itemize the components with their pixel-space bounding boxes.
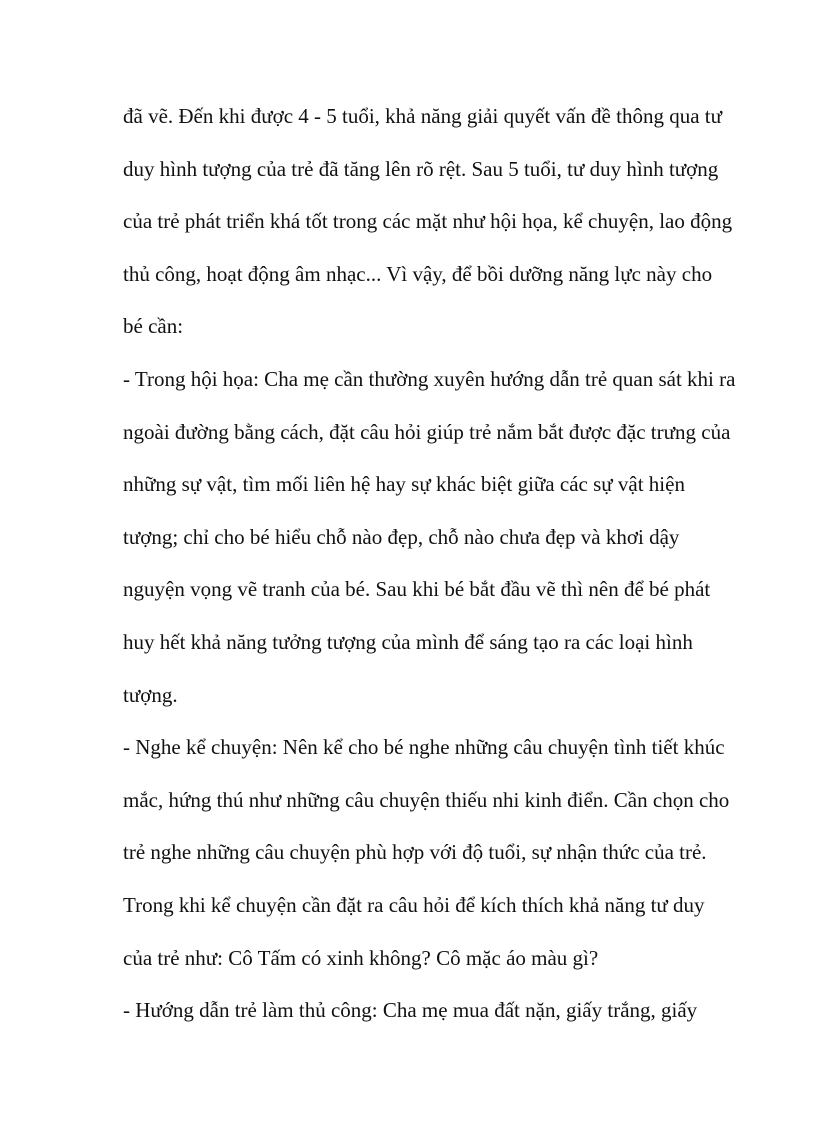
text-line: - Nghe kể chuyện: Nên kể cho bé nghe những câu chuyện tình tiết khúc	[123, 735, 725, 760]
text-line: trẻ nghe những câu chuyện phù hợp với độ tuổi, sự nhận thức của trẻ.	[123, 840, 707, 865]
body-text	[123, 98, 736, 1045]
text-line: thủ công, hoạt động âm nhạc... Vì vậy, để bồi dưỡng năng lực này cho	[123, 261, 713, 286]
text-line: của trẻ như: Cô Tấm có xinh không? Cô mặc áo màu gì?	[123, 945, 599, 970]
text-line: bé cần:	[123, 314, 184, 339]
text-line: những sự vật, tìm mối liên hệ hay sự khác biệt giữa các sự vật hiện	[123, 472, 685, 497]
text-line: - Trong hội họa: Cha mẹ cần thường xuyên hướng dẫn trẻ quan sát khi ra	[123, 366, 736, 391]
text-line: duy hình tượng của trẻ đã tăng lên rõ rệt. Sau 5 tuổi, tư duy hình tượng	[123, 156, 719, 181]
text-line: huy hết khả năng tưởng tượng của mình để sáng tạo ra các loại hình	[123, 629, 693, 654]
text-line: đã vẽ. Đến khi được 4 - 5 tuổi, khả năng giải quyết vấn đề thông qua tư	[123, 104, 722, 128]
text-line: tượng.	[123, 682, 178, 707]
text-line: - Hướng dẫn trẻ làm thủ công: Cha mẹ mua đất nặn, giấy trắng, giấy	[123, 998, 698, 1023]
text-line: ngoài đường bằng cách, đặt câu hỏi giúp trẻ nắm bắt được đặc trưng của	[123, 419, 731, 444]
text-line: của trẻ phát triển khá tốt trong các mặt như hội họa, kể chuyện, lao động	[123, 209, 733, 234]
text-line: nguyện vọng vẽ tranh của bé. Sau khi bé bắt đầu vẽ thì nên để bé phát	[123, 577, 711, 602]
text-line: tượng; chỉ cho bé hiểu chỗ nào đẹp, chỗ nào chưa đẹp và khơi dậy	[123, 524, 680, 549]
text-line: Trong khi kể chuyện cần đặt ra câu hỏi để kích thích khả năng tư duy	[123, 892, 705, 917]
text-line: mắc, hứng thú như những câu chuyện thiếu nhi kinh điển. Cần chọn cho	[123, 787, 730, 812]
